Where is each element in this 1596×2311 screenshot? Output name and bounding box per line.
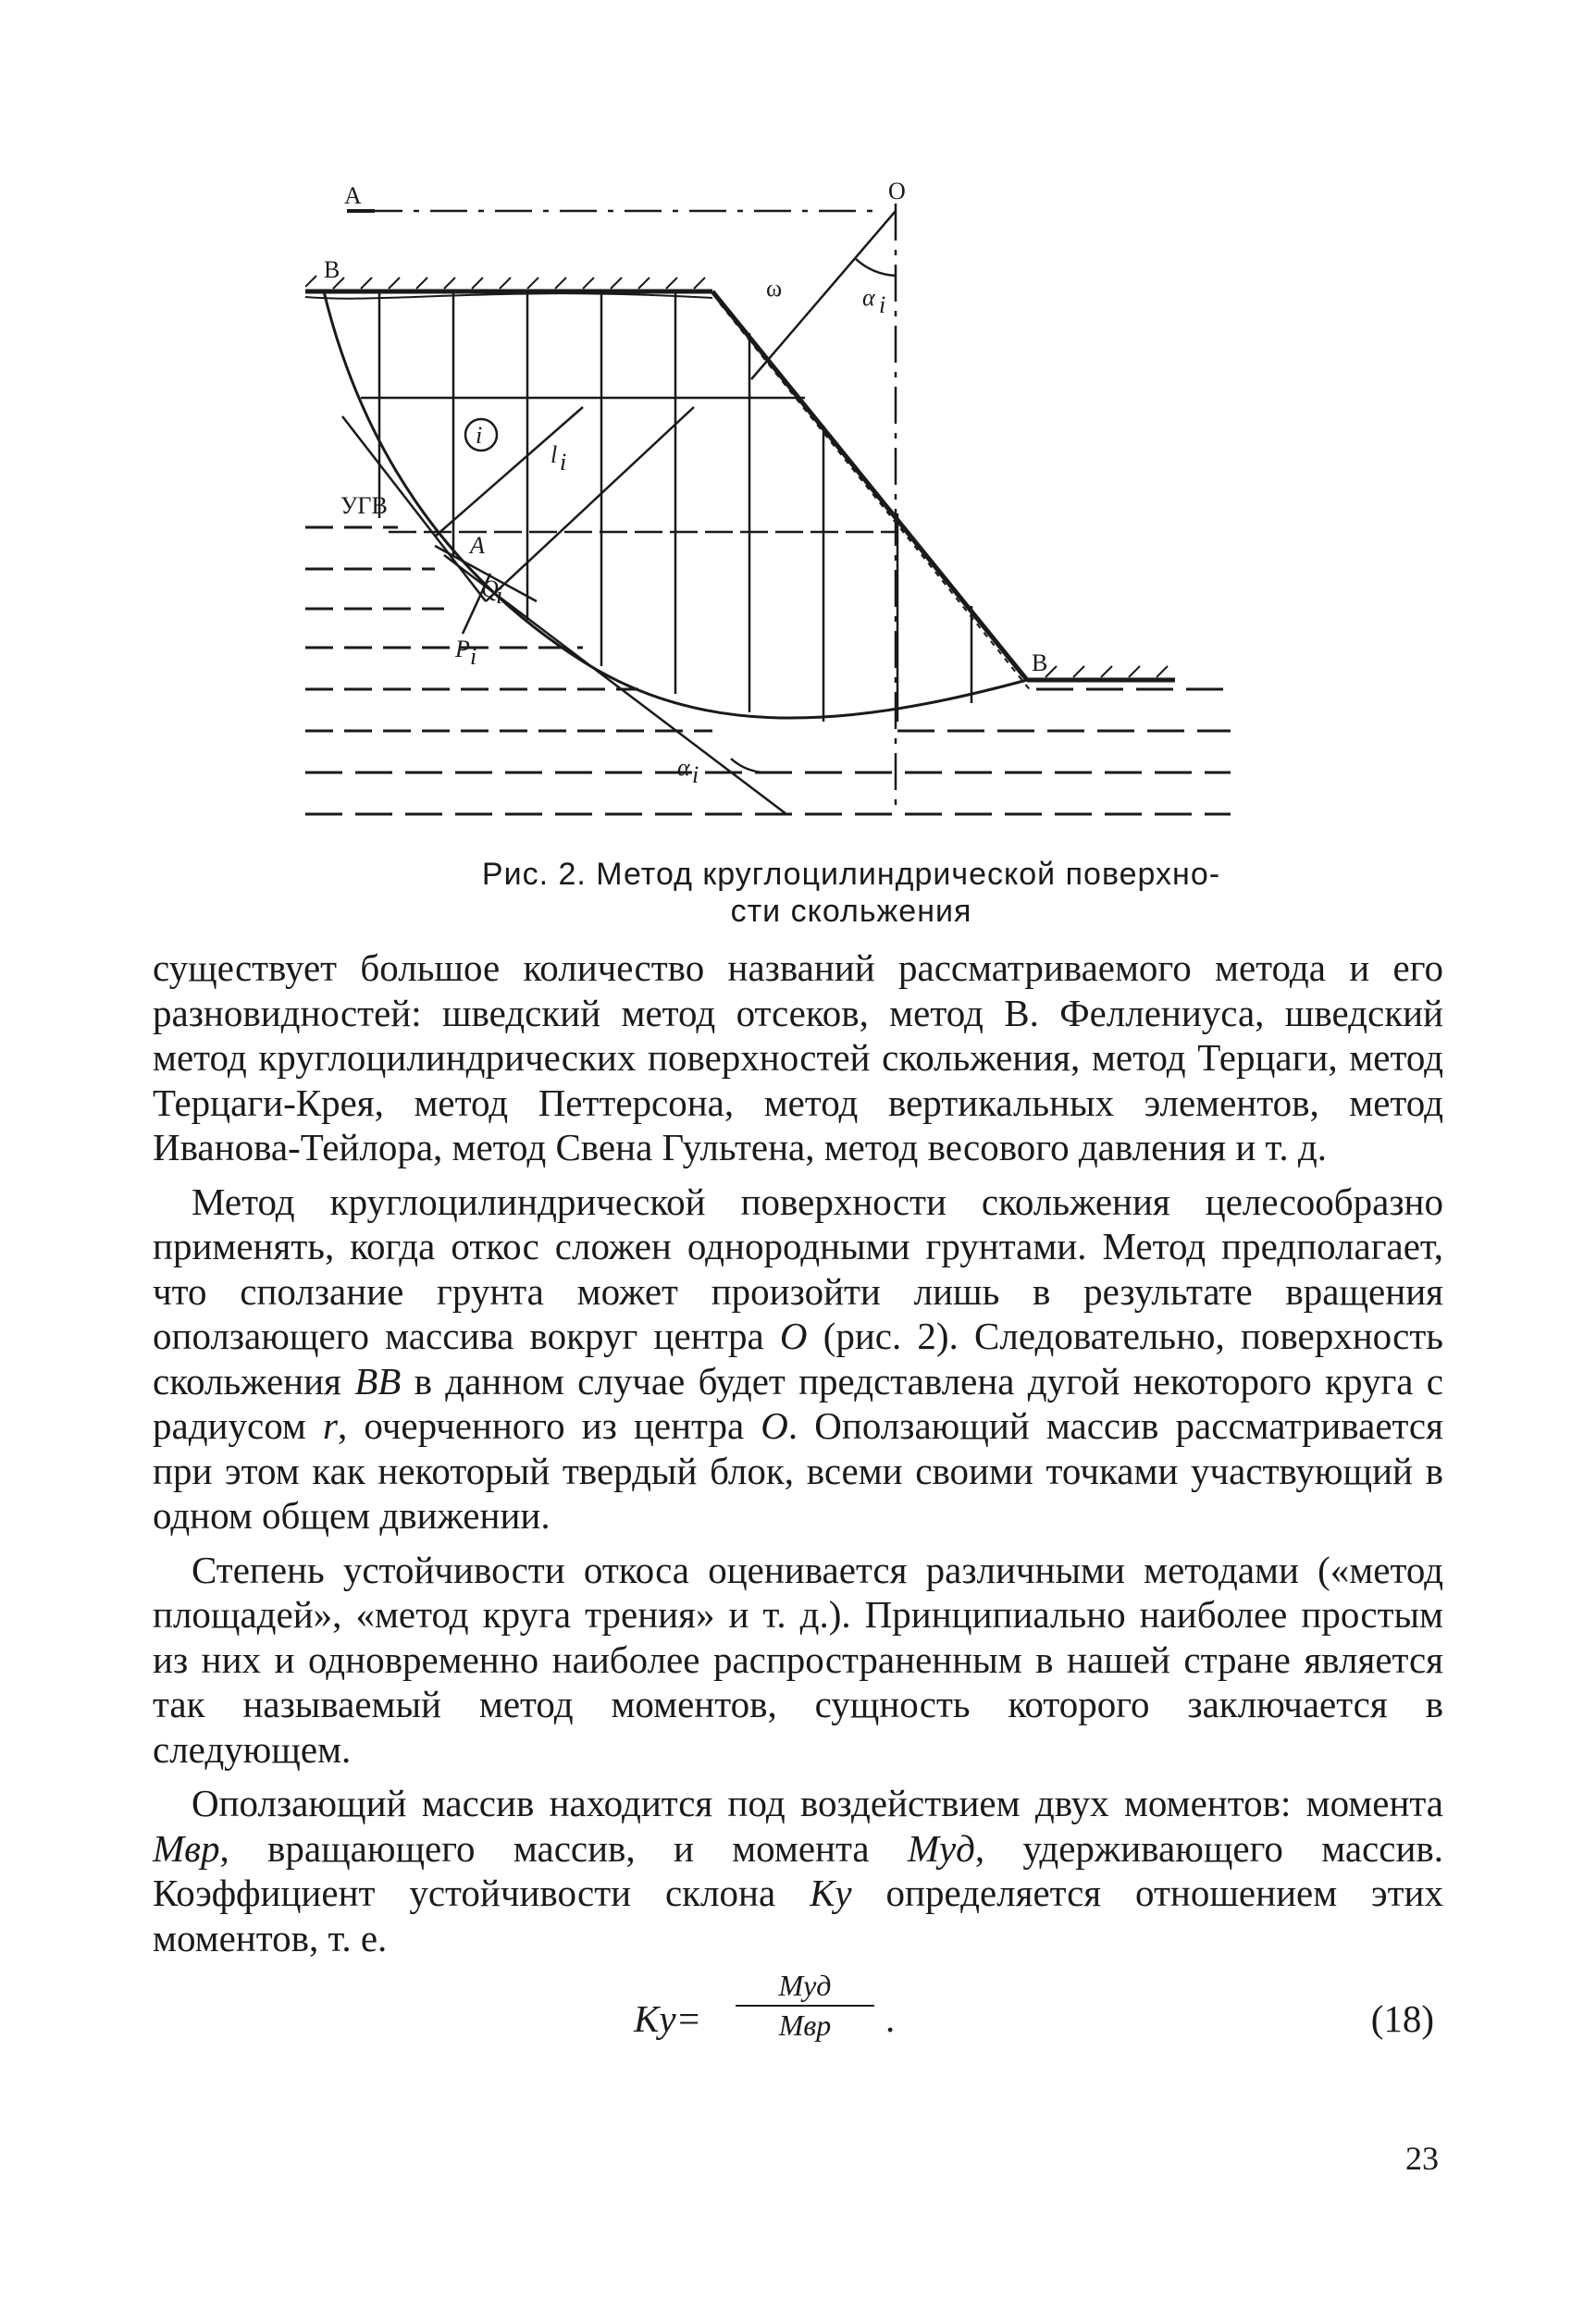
label-A: A (344, 182, 362, 209)
page-number: 23 (1405, 2140, 1439, 2177)
figure-circular-slip-surface (305, 167, 1249, 842)
label-l-i-sub: i (560, 449, 567, 476)
body-text (153, 945, 1443, 1970)
label-p-i: P (455, 636, 470, 662)
formula-lhs: Kу= (634, 1997, 702, 2040)
paragraph-1: существует большое количество названий рассматриваемого метода и его разновидностей: шведский метод отсеков, метод В. Феллениуса, шведский метод круглоцилиндрических поверхностей скольжения, метод Терцаги, метод Терцаги-Крея, метод Петтерсона, метод вертикальных элементов, метод Иванова-Тейлора, метод Свена Гультена, метод весового давления и т. д. (153, 946, 1443, 1168)
label-A-small: A (470, 532, 485, 559)
slip-surface-diagram (305, 167, 1249, 842)
label-l-i: l (551, 441, 558, 468)
label-omega: ω (766, 275, 783, 302)
label-O: O (888, 178, 906, 204)
formula-dot: . (885, 1997, 896, 2040)
label-q-i-sub: i (496, 582, 503, 609)
figure-caption (389, 856, 1314, 930)
label-alpha-bottom: α (677, 754, 690, 781)
label-q-i: Q (481, 575, 499, 602)
formula-denominator: Mвр (778, 2008, 832, 2042)
caption-line-1: Рис. 2. Метод круглоцилиндрической поверхно- (481, 857, 1221, 892)
label-alpha-top: α (862, 284, 875, 311)
label-B-top: B (324, 256, 340, 283)
formula-18 (153, 1969, 1443, 2061)
slope-line (712, 291, 1027, 680)
caption-line-2: сти скольжения (730, 894, 972, 929)
label-p-i-sub: i (470, 643, 477, 670)
label-slice-number: i (476, 422, 483, 449)
equation-number: (18) (1370, 1997, 1434, 2040)
label-alpha-bottom-sub: i (692, 761, 699, 788)
paragraph-2: Метод круглоцилиндрической поверхности скольжения целесообразно применять, когда откос сложен однородными грунтами. Метод предполагает, что сползание грунта может произойти лишь в результате вращения оползающего массива вокруг центра O (рис. 2). Следовательно, поверхность скольжения BB в данном случае будет представлена дугой некоторого круга с радиусом r, очерченного из центра O. Оползающий массив рассматривается при этом как некоторый твердый блок, всеми своими точками участвующий в одном общем движении. (153, 1180, 1443, 1537)
paragraph-4: Оползающий массив находится под воздействием двух моментов: момента Mвр, вращающего массив, и момента Mуд, удерживающего массив. Коэффициент устойчивости склона Kу определяется отношением этих моментов, т. е. (153, 1782, 1444, 1959)
formula-numerator: Mуд (736, 1969, 874, 2007)
formula-fraction (736, 1969, 874, 2043)
label-ugv: УГВ (340, 492, 388, 519)
label-alpha-top-sub: i (879, 291, 886, 318)
paragraph-3: Степень устойчивости откоса оценивается различными методами («метод площадей», «метод круга трения» и т. д.). Принципиально наиболее простым из них и одновременно наиболее распространенным в нашей стране является так называемый метод моментов, сущность которого заключается в следующем. (153, 1548, 1443, 1771)
label-B-bottom: B (1032, 649, 1048, 676)
